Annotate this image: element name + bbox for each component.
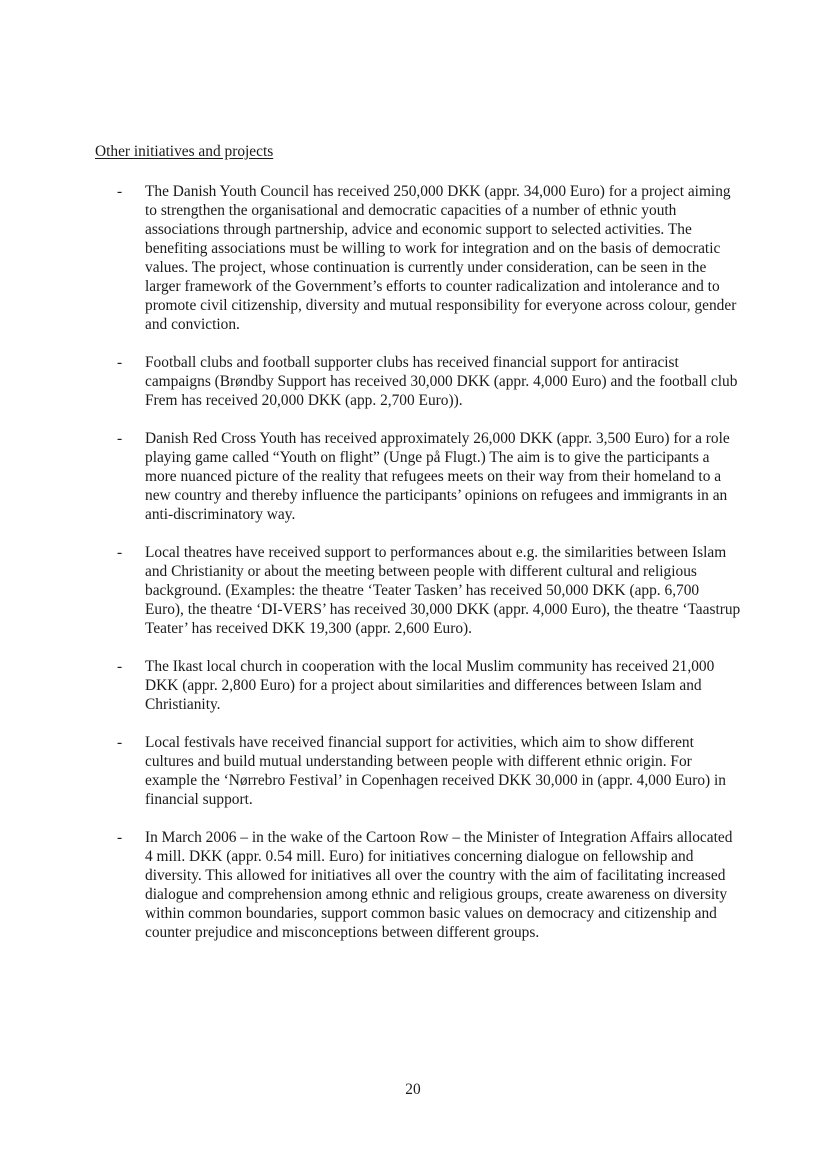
list-item-text: In March 2006 – in the wake of the Cartoon Row – the Minister of Integration Affairs allocated 4 mill. DKK (appr. 0.54 mill. Euro) for initiatives concerning dialogue on fellowship and diversity. This allowed for initiatives all over the country with the aim of facilitating increased dialogue and comprehension among ethnic and religious groups, create awareness on diversity within common boundaries, support common basic values on democracy and citizenship and counter prejudice and misconceptions between different groups. bbox=[145, 829, 733, 941]
list-item-text: Local festivals have received financial support for activities, which aim to show different cultures and build mutual understanding between people with different ethnic origin. For example the ‘Nørrebro Festival’ in Copenhagen received DKK 30,000 in (appr. 4,000 Euro) in financial support. bbox=[145, 734, 726, 808]
list-item-text: Local theatres have received support to performances about e.g. the similarities between Islam and Christianity or about the meeting between people with different cultural and religious background. (Examples: the theatre ‘Teater Tasken’ has received 50,000 DKK (app. 6,700 Euro), the theatre ‘DI-VERS’ has received 30,000 DKK (appr. 4,000 Euro), the theatre ‘Taastrup Teater’ has received DKK 19,300 (appr. 2,600 Euro). bbox=[145, 544, 741, 637]
list-item-text: The Ikast local church in cooperation with the local Muslim community has received 21,000 DKK (appr. 2,800 Euro) for a project about similarities and differences between Islam and Christianity. bbox=[145, 658, 715, 713]
list-item-text: The Danish Youth Council has received 250,000 DKK (appr. 34,000 Euro) for a project aiming to strengthen the organisational and democratic capacities of a number of ethnic youth associations through partnership, advice and economic support to selected activities. The benefiting associations must be willing to work for integration and on the basis of democratic values. The project, whose continuation is currently under consideration, can be seen in the larger framework of the Government’s efforts to counter radicalization and intolerance and to promote civil citizenship, diversity and mutual responsibility for everyone across colour, gender and conviction. bbox=[145, 183, 737, 333]
list-item bbox=[0, 543, 826, 638]
bullet-marker: - bbox=[117, 734, 123, 751]
bullet-marker: - bbox=[117, 183, 123, 200]
page-number: 20 bbox=[405, 1081, 421, 1098]
list-item bbox=[0, 733, 826, 809]
section-heading: Other initiatives and projects bbox=[95, 143, 274, 160]
list-item-text: Danish Red Cross Youth has received approximately 26,000 DKK (appr. 3,500 Euro) for a role playing game called “Youth on flight” (Unge på Flugt.) The aim is to give the participants a more nuanced picture of the reality that refugees meets on their way from their homeland to a new country and thereby influence the participants’ opinions on refugees and immigrants in an anti-discriminatory way. bbox=[145, 430, 730, 523]
list-item bbox=[0, 182, 826, 334]
bullet-marker: - bbox=[117, 829, 123, 846]
list-item bbox=[0, 429, 826, 524]
list-item bbox=[0, 828, 826, 942]
bullet-marker: - bbox=[117, 354, 123, 371]
initiatives-list bbox=[0, 182, 826, 961]
bullet-marker: - bbox=[117, 430, 123, 447]
bullet-marker: - bbox=[117, 544, 123, 561]
list-item bbox=[0, 353, 826, 410]
list-item-text: Football clubs and football supporter clubs has received financial support for antiracist campaigns (Brøndby Support has received 30,000 DKK (appr. 4,000 Euro) and the football club Frem has received 20,000 DKK (app. 2,700 Euro)). bbox=[145, 354, 738, 409]
bullet-marker: - bbox=[117, 658, 123, 675]
list-item bbox=[0, 657, 826, 714]
